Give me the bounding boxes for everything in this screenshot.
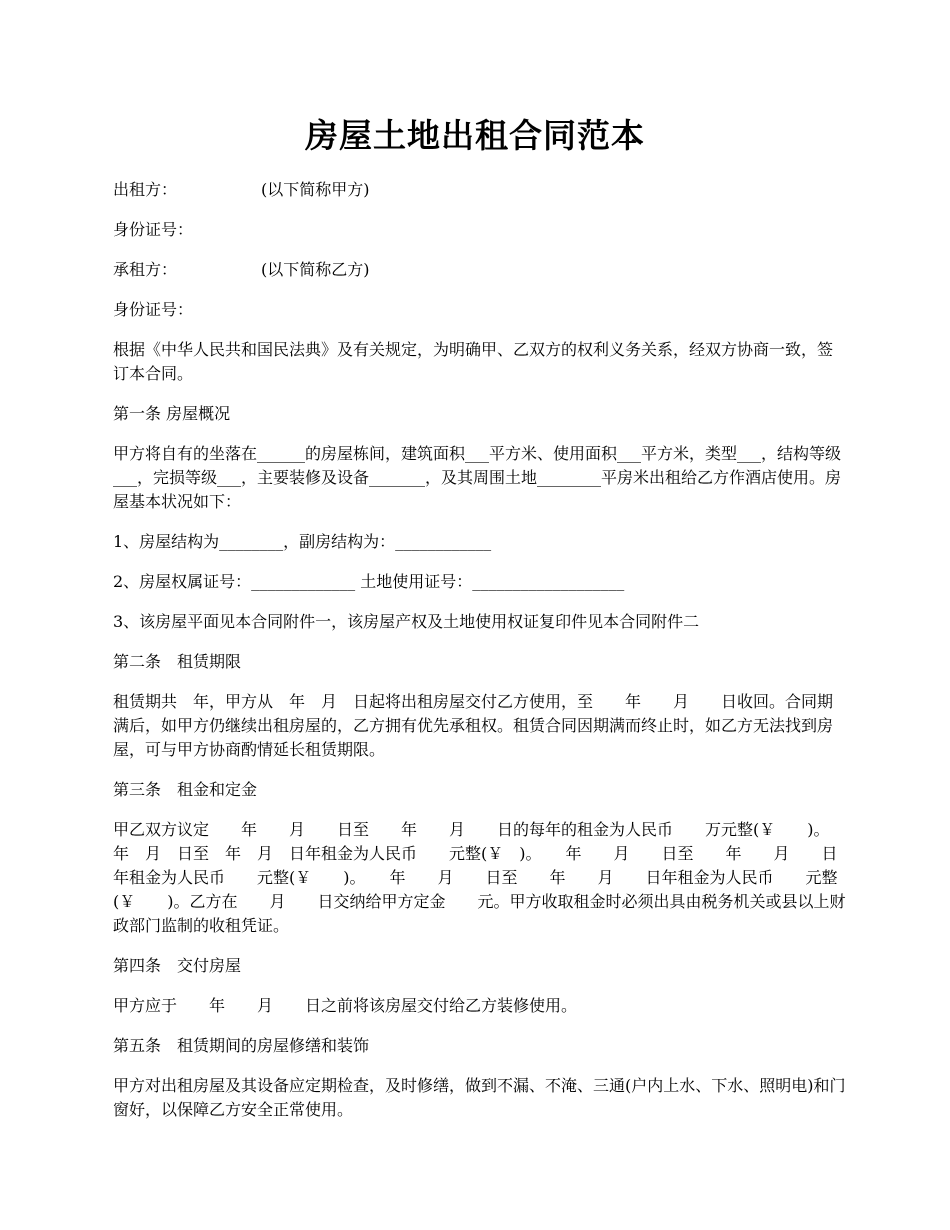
article1-item-2: 2、房屋权属证号：_____________ 土地使用证号：___________________	[113, 572, 625, 591]
article1-paragraph: 甲方将自有的坐落在______的房屋栋间，建筑面积___平方米、使用面积___平方米，类型___，结构等级___，完损等级___，主要装修及设备_______，及其周围土地________平房米出租给乙方作酒店使用。房屋基本状况如下：	[113, 444, 842, 511]
article5-heading: 第五条 租赁期间的房屋修缮和装饰	[113, 1036, 370, 1055]
article1-heading: 第一条 房屋概况	[113, 404, 231, 423]
lessor-note: (以下简称甲方)	[261, 180, 370, 199]
article3-heading: 第三条 租金和定金	[113, 780, 258, 799]
lessee-label: 承租方：	[113, 260, 178, 279]
document-title: 房屋土地出租合同范本	[305, 116, 645, 155]
article2-paragraph: 租赁期共 年，甲方从 年 月 日起将出租房屋交付乙方使用，至 年 月 日收回。合同期满后，如甲方仍继续出租房屋的，乙方拥有优先承租权。租赁合同因期满而终止时，如乙方无法找到房屋，可与甲方协商酌情延长租赁期限。	[113, 692, 834, 759]
lessor-label: 出租方：	[113, 180, 178, 199]
article1-item-3: 3、该房屋平面见本合同附件一，该房屋产权及土地使用权证复印件见本合同附件二	[113, 612, 700, 631]
document-body	[113, 178, 848, 1138]
article2-heading: 第二条 租赁期限	[113, 652, 242, 671]
article4-paragraph: 甲方应于 年 月 日之前将该房屋交付给乙方装修使用。	[113, 996, 578, 1015]
article1-item-1: 1、房屋结构为________，副房结构为：____________	[113, 532, 492, 551]
lessor-id-line: 身份证号：	[113, 220, 194, 239]
lessee-id-line: 身份证号：	[113, 300, 194, 319]
article4-heading: 第四条 交付房屋	[113, 956, 242, 975]
lessee-note: (以下简称乙方)	[261, 260, 370, 279]
article5-paragraph: 甲方对出租房屋及其设备应定期检查，及时修缮，做到不漏、不淹、三通(户内上水、下水、照明电)和门窗好，以保障乙方安全正常使用。	[113, 1076, 846, 1119]
lessee-line	[113, 258, 848, 282]
preamble-paragraph: 根据《中华人民共和国民法典》及有关规定，为明确甲、乙双方的权利义务关系，经双方协商一致，签订本合同。	[113, 340, 834, 383]
lessor-line	[113, 178, 848, 202]
article3-paragraph: 甲乙双方议定 年 月 日至 年 月 日的每年的租金为人民币 万元整(￥ )。 年 月 日至 年 月 日年租金为人民币 元整(￥ )。 年 月 日至 年 月 日年租金为人民币 元整(￥ )。 年 月 日至 年 月 日年租金为人民币 元整(￥ )。乙方在 月 日交纳给甲方定金 元。甲方收取租金时必须出具由税务机关或县以上财政部门监制的收租凭证。	[113, 820, 846, 935]
